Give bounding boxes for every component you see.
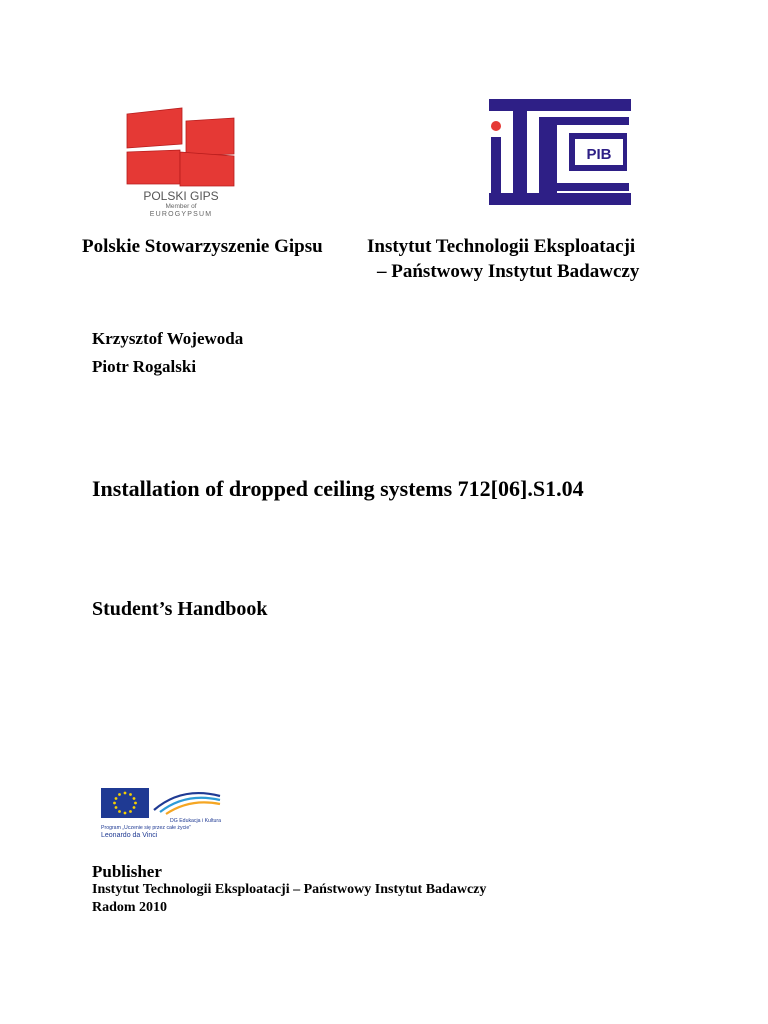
ite-dot-icon (491, 121, 501, 131)
dg-text: DG Edukacja i Kultura (170, 818, 222, 824)
leonardo-text: Leonardo da Vinci (101, 832, 158, 839)
publisher-name: Instytut Technologii Eksploatacji – Państwowy Instytut Badawczy (92, 882, 487, 897)
polski-gips-logo (118, 104, 244, 218)
org-left-name: Polskie Stowarzyszenie Gipsu (82, 236, 323, 257)
ite-pib-logo (487, 97, 633, 209)
author-name: Piotr Rogalski (92, 357, 197, 376)
author-name: Krzysztof Wojewoda (92, 329, 244, 348)
publisher-heading: Publisher (92, 862, 162, 881)
publisher-place-year: Radom 2010 (92, 900, 168, 915)
org-right-name-line2: – Państwowy Instytut Badawczy (377, 261, 640, 282)
ite-pib-text: PIB (586, 146, 612, 163)
polski-gips-text: POLSKI GIPS (143, 189, 219, 203)
program-text: Program „Uczenie się przez całe życie” (101, 825, 191, 831)
member-of-text: Member of (165, 203, 197, 210)
eurogypsum-text: EUROGYPSUM (149, 211, 213, 218)
polski-gips-blocks-icon (127, 108, 234, 186)
leonardo-swoosh-icon (154, 793, 220, 814)
eu-leonardo-logo (100, 786, 224, 842)
document-subtitle: Student’s Handbook (92, 598, 268, 620)
org-right-name-line1: Instytut Technologii Eksploatacji (367, 236, 636, 257)
document-title: Installation of dropped ceiling systems 712[06].S1.04 (92, 476, 584, 501)
